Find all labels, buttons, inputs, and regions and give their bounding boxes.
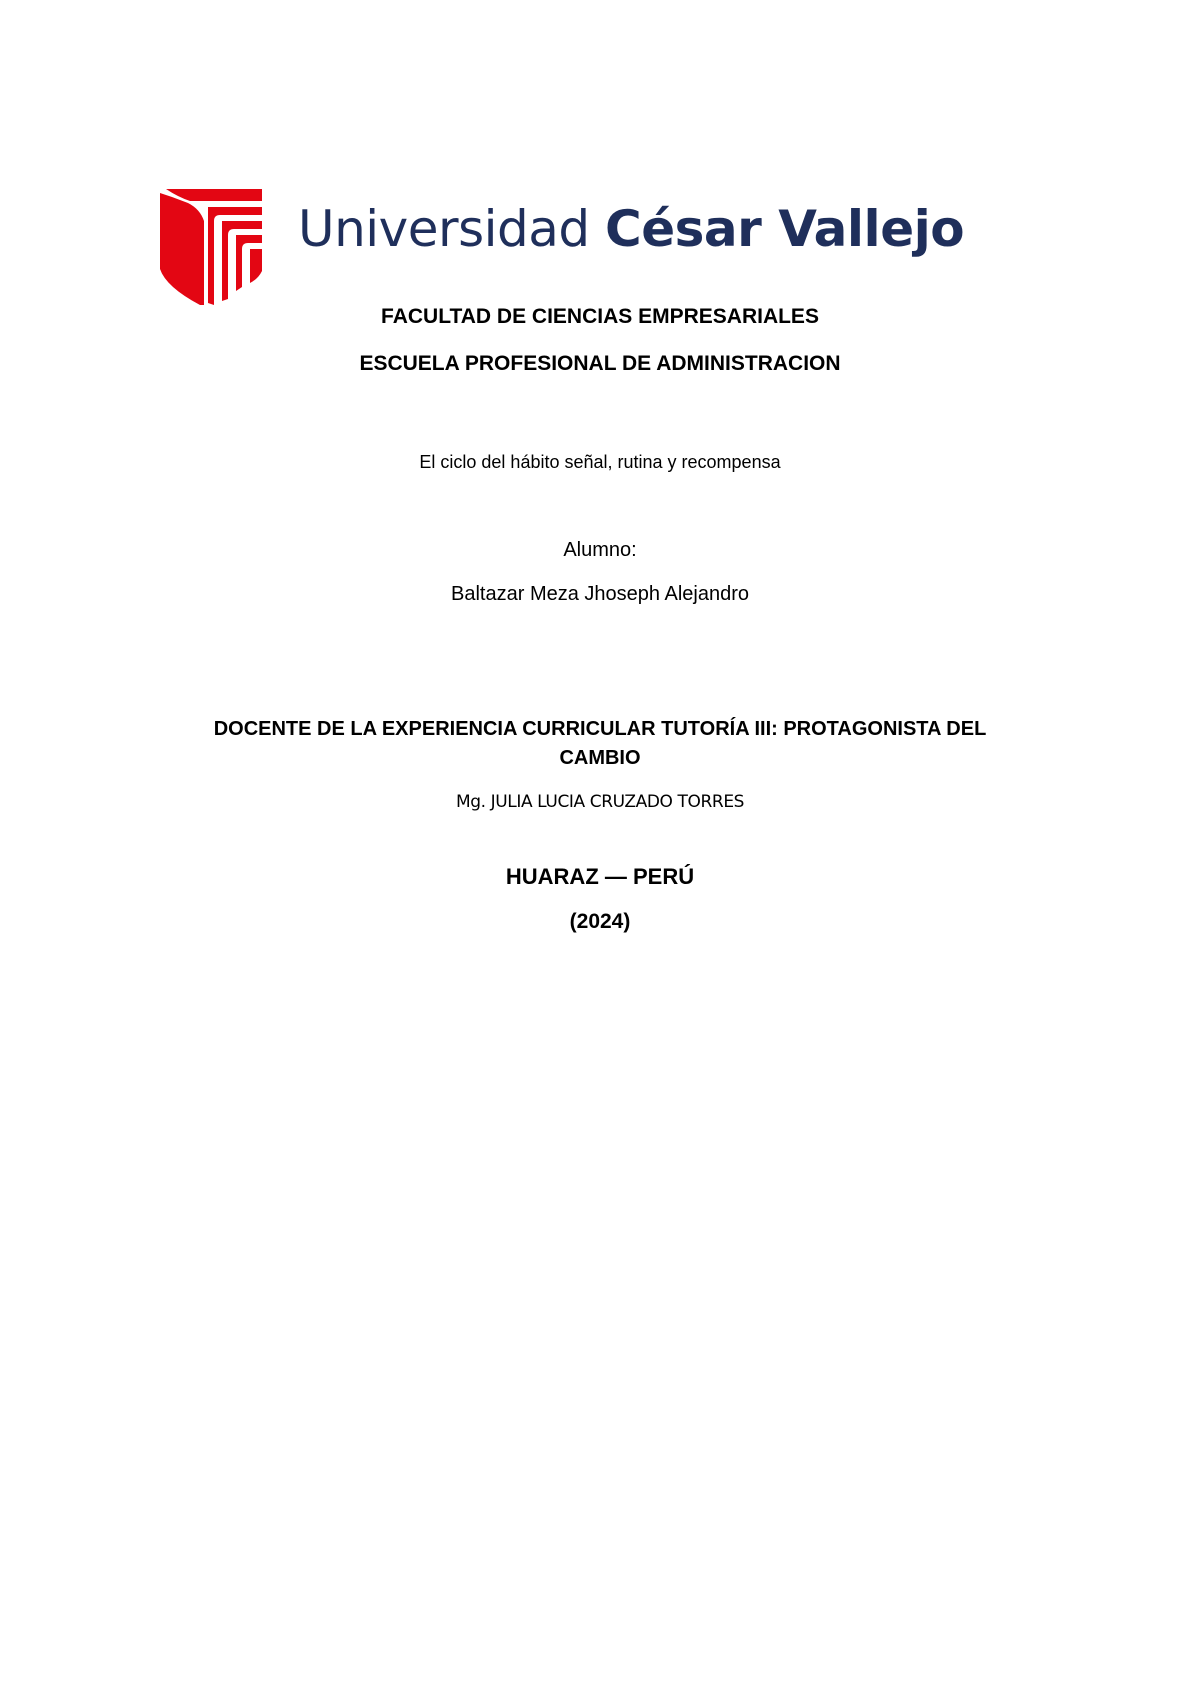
faculty-heading: FACULTAD DE CIENCIAS EMPRESARIALES: [381, 305, 819, 328]
school-heading: ESCUELA PROFESIONAL DE ADMINISTRACION: [359, 352, 841, 375]
student-name: Baltazar Meza Jhoseph Alejandro: [451, 583, 749, 605]
university-name: [298, 191, 964, 267]
university-logo: [160, 187, 1020, 307]
student-label: Alumno:: [563, 539, 637, 561]
university-name-light: Universidad: [298, 200, 606, 258]
document-title: El ciclo del hábito señal, rutina y recompensa: [419, 452, 781, 472]
teacher-heading: DOCENTE DE LA EXPERIENCIA CURRICULAR TUTORÍA III: PROTAGONISTA DEL CAMBIO: [213, 718, 987, 769]
place: HUARAZ — PERÚ: [505, 864, 695, 889]
university-name-bold: César Vallejo: [605, 200, 965, 258]
university-shield-icon: [160, 187, 262, 305]
year: (2024): [569, 910, 631, 933]
teacher-name: Mg. JULIA LUCIA CRUZADO TORRES: [455, 792, 745, 812]
